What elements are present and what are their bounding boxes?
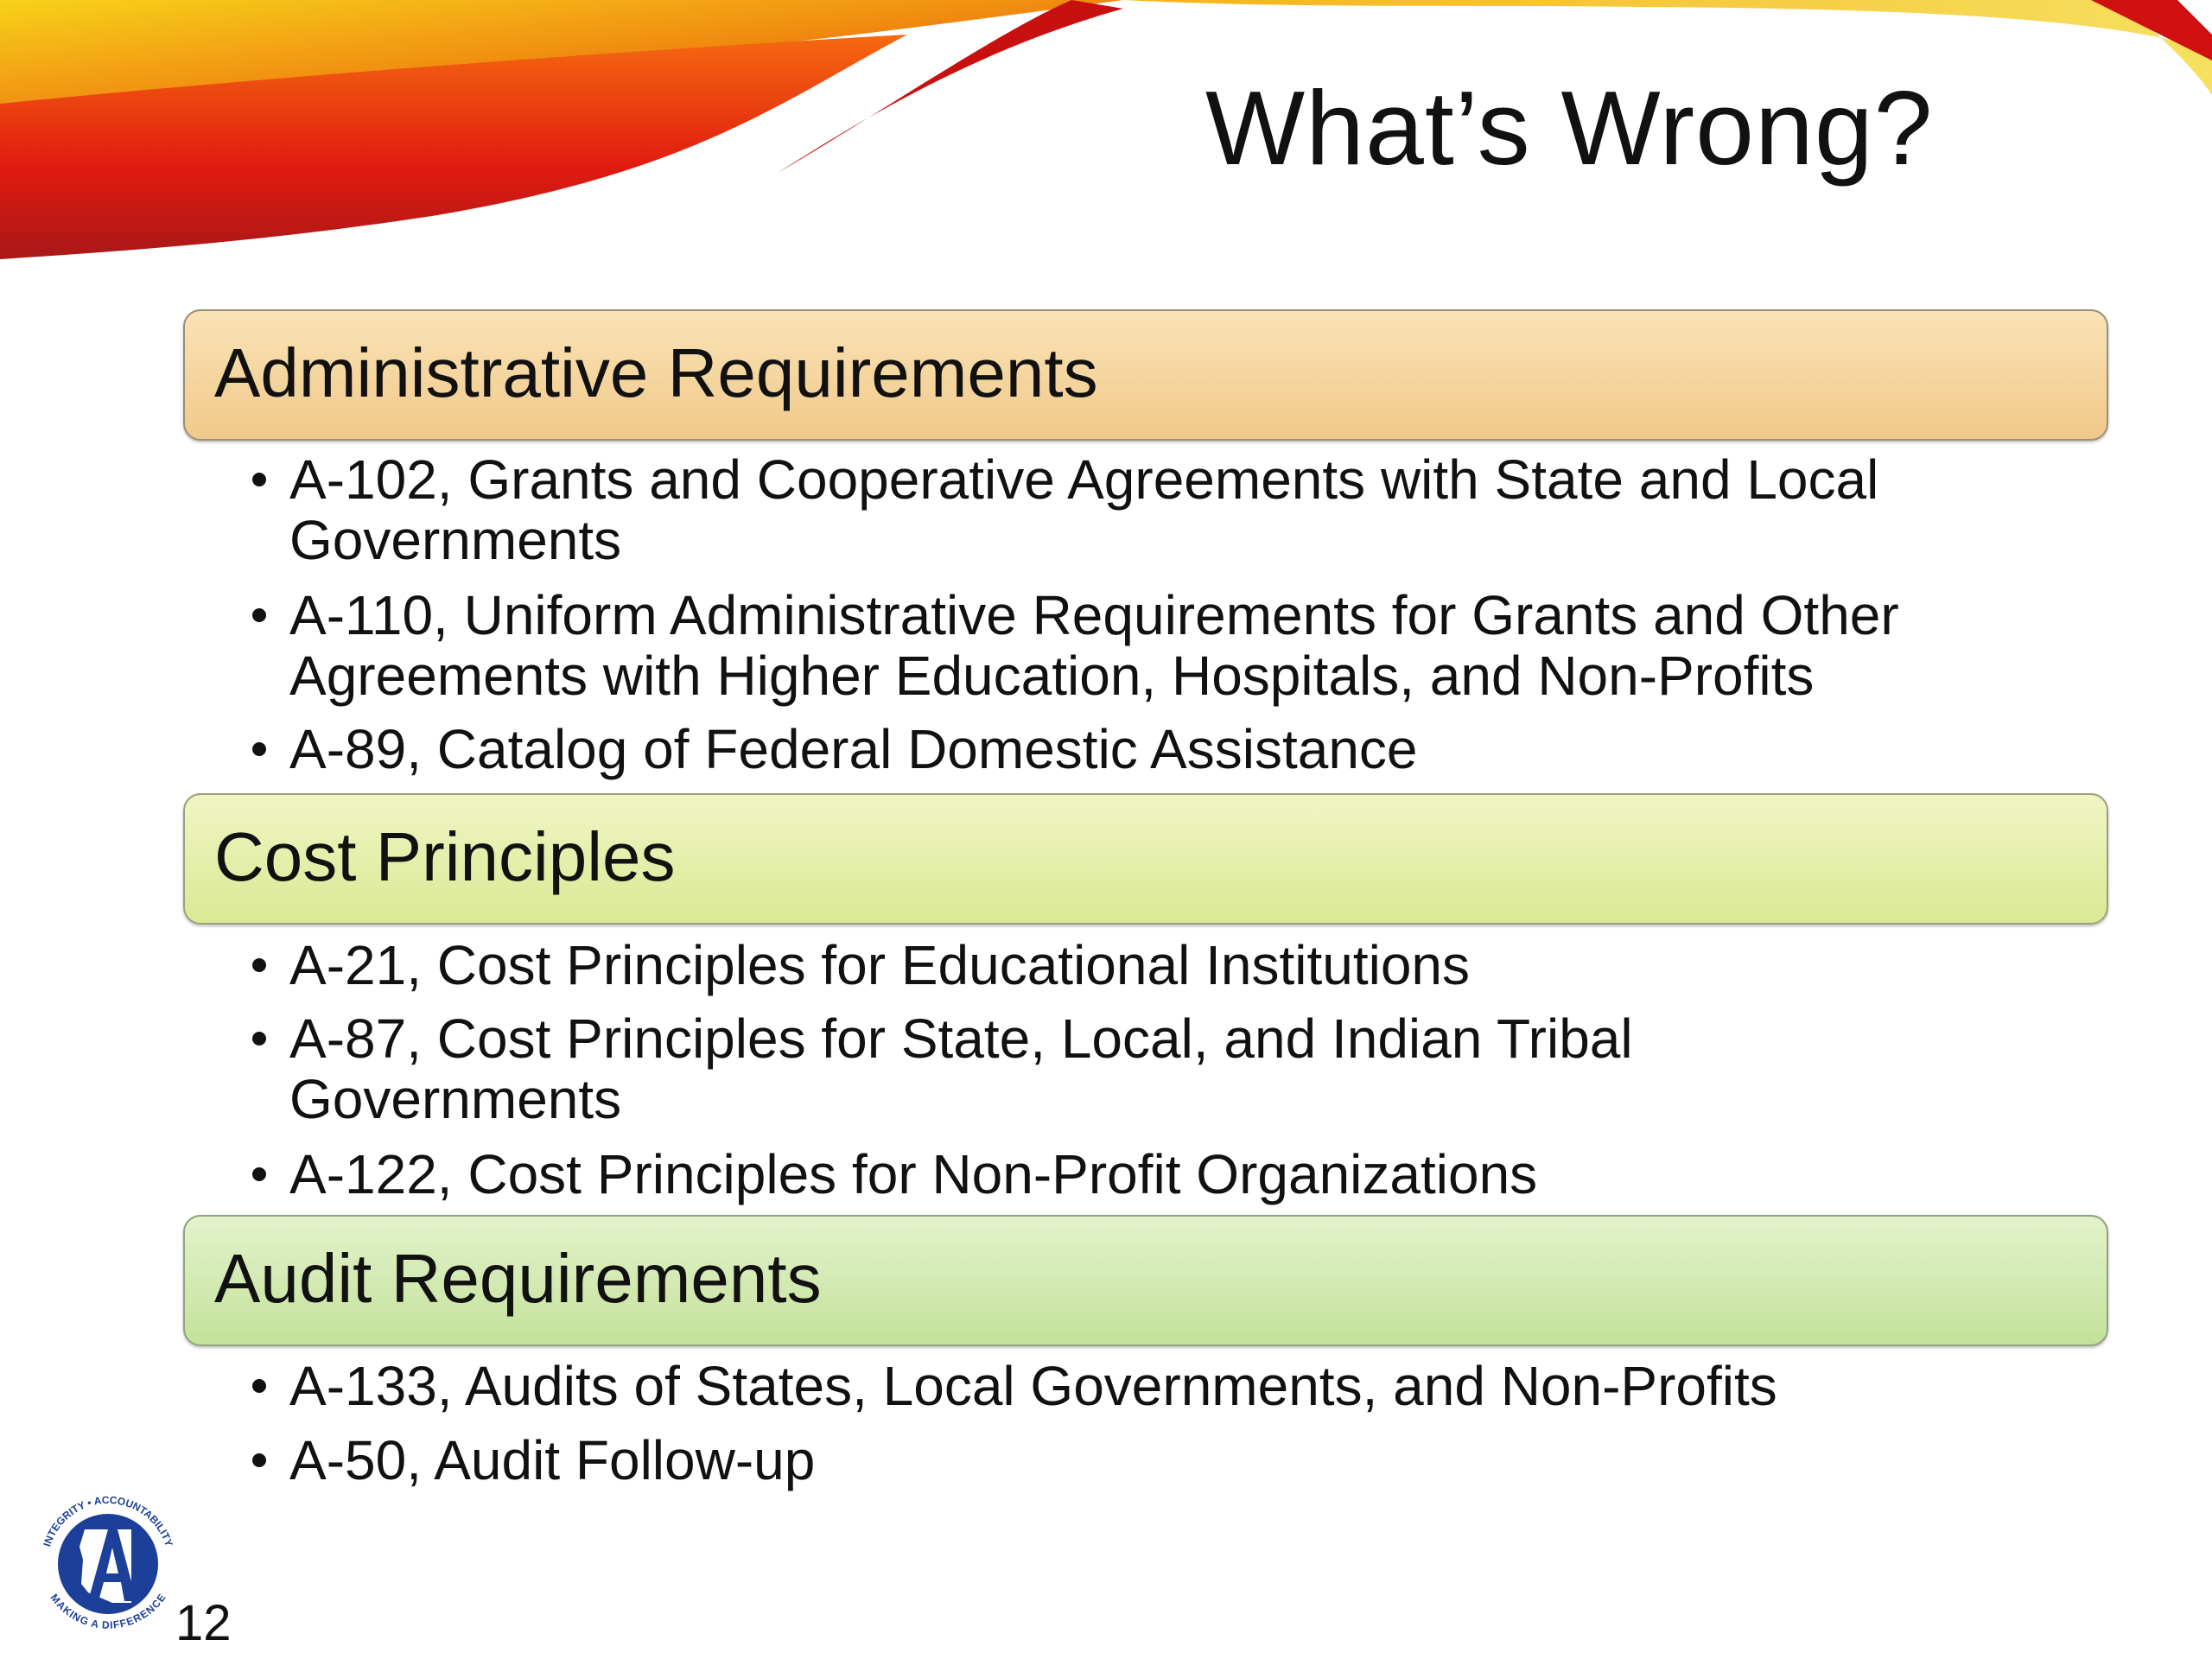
list-item-a122: A-122, Cost Principles for Non-Profit Organizations xyxy=(289,1143,1538,1205)
section-header-audit-requirements xyxy=(183,1215,2108,1346)
list-item-a102-line1: A-102, Grants and Cooperative Agreements with State and Local xyxy=(289,448,1879,511)
svg-text:INTEGRITY • ACCOUNTABILITY: INTEGRITY • ACCOUNTABILITY xyxy=(41,1493,175,1548)
list-item-a89: A-89, Catalog of Federal Domestic Assistance xyxy=(289,718,1418,780)
slide-title: What’s Wrong? xyxy=(1205,69,1934,187)
list-item-a110-line1: A-110, Uniform Administrative Requirements for Grants and Other xyxy=(289,584,1899,646)
page-number: 12 xyxy=(175,1595,232,1651)
list-item-a110-line2: Agreements with Higher Education, Hospitals, and Non-Profits xyxy=(289,645,1815,707)
list-item-a50: A-50, Audit Follow-up xyxy=(289,1429,816,1491)
bullet-icon xyxy=(252,742,266,756)
list-item-a87-line1: A-87, Cost Principles for State, Local, and Indian Tribal xyxy=(289,1007,1633,1070)
bullet-icon xyxy=(252,1167,266,1181)
bullet-icon xyxy=(252,608,266,622)
section-header-cost-principles xyxy=(183,793,2108,925)
list-item-a87-line2: Governments xyxy=(289,1068,622,1130)
bullet-icon xyxy=(252,1379,266,1393)
list-item-a133: A-133, Audits of States, Local Governments, and Non-Profits xyxy=(289,1355,1777,1417)
section-heading: Audit Requirements xyxy=(214,1240,822,1317)
list-item-a102-line2: Governments xyxy=(289,509,622,571)
bullet-icon xyxy=(252,1032,266,1046)
svg-text:MAKING A DIFFERENCE: MAKING A DIFFERENCE xyxy=(48,1591,168,1631)
section-header-administrative-requirements xyxy=(183,309,2108,441)
bullet-icon xyxy=(252,473,266,486)
list-item-a21: A-21, Cost Principles for Educational Institutions xyxy=(289,934,1470,996)
section-heading: Cost Principles xyxy=(214,818,676,895)
section-heading: Administrative Requirements xyxy=(214,334,1098,411)
bullet-icon xyxy=(252,1453,266,1467)
organization-seal-logo xyxy=(26,1482,190,1646)
bullet-icon xyxy=(252,958,266,972)
